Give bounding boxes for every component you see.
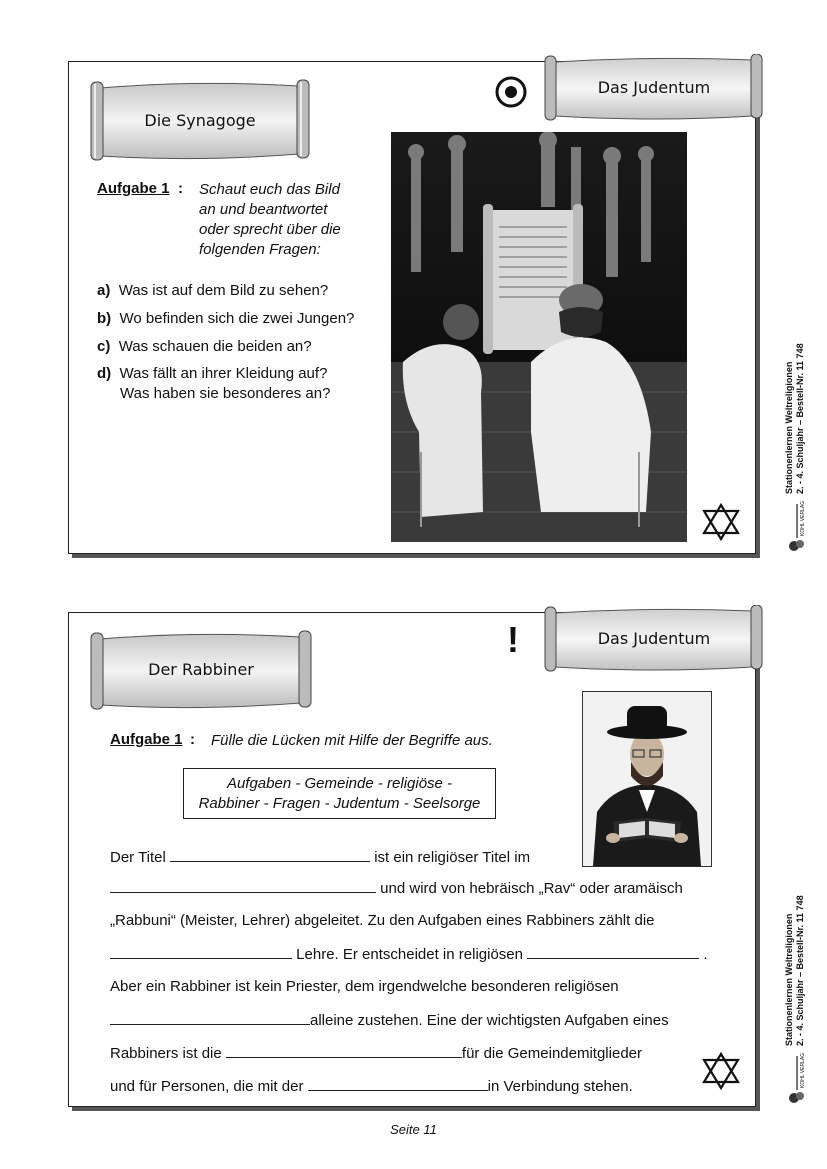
side-order-number: 2. - 4. Schuljahr – Bestell-Nr. 11 748: [795, 343, 805, 494]
card-title: Die Synagoge: [144, 111, 256, 130]
side-series-title: Stationenlernen Weltreligionen: [784, 913, 794, 1046]
task-line: an und beantwortet: [199, 201, 328, 218]
task-line: Schaut euch das Bild: [199, 181, 340, 198]
task-instructions: [199, 180, 341, 260]
cloze-line-4: Lehre. Er entscheidet in religiösen .: [110, 944, 708, 965]
cloze-line-5: Aber ein Rabbiner ist kein Priester, dem irgendwelche besonderen religiösen: [110, 978, 619, 995]
task-colon: :: [190, 731, 195, 748]
title-scroll: [87, 629, 315, 713]
station-card-synagoge: [68, 61, 756, 554]
publisher-name: KOHL VERLAG: [800, 1052, 806, 1088]
publisher-logo: [786, 1052, 808, 1106]
cloze-line-8: und für Personen, die mit der in Verbindung stehen.: [110, 1078, 633, 1095]
star-of-david-icon: [701, 502, 741, 542]
task-line: oder sprecht über die: [199, 221, 341, 238]
blank-field[interactable]: [110, 878, 376, 893]
word-bank-line: Aufgaben - Gemeinde - religiöse -: [226, 775, 453, 792]
word-bank: [183, 768, 496, 819]
side-order-number: 2. - 4. Schuljahr – Bestell-Nr. 11 748: [795, 895, 805, 1046]
cloze-line-7: Rabbiners ist die für die Gemeindemitglieder: [110, 1045, 642, 1062]
header-scroll: [543, 605, 765, 675]
rabbi-illustration: [583, 692, 711, 866]
word-bank-line: Rabbiner - Fragen - Judentum - Seelsorge: [198, 795, 481, 812]
task-instructions: Fülle die Lücken mit Hilfe der Begriffe aus.: [211, 732, 493, 749]
side-label-top: [784, 343, 806, 494]
header-scroll: [543, 54, 765, 124]
blank-field[interactable]: [527, 944, 699, 959]
side-label-bottom: [784, 895, 806, 1046]
header-title: Das Judentum: [597, 78, 711, 97]
task-colon: :: [178, 180, 183, 197]
task-label: Aufgabe 1: [97, 180, 170, 197]
blank-field[interactable]: [308, 1076, 488, 1091]
publisher-logo: [786, 500, 808, 554]
cloze-line-3: „Rabbuni“ (Meister, Lehrer) abgeleitet. Zu den Aufgaben eines Rabbiners zählt die: [110, 912, 655, 929]
question-d: d) Was fällt an ihrer Kleidung auf? Was haben sie besonderes an?: [97, 365, 331, 402]
task-label: Aufgabe 1: [110, 731, 183, 748]
blank-field[interactable]: [110, 1010, 310, 1025]
exclamation-mark: !: [507, 619, 519, 660]
blank-field[interactable]: [226, 1043, 462, 1058]
question-c: c) Was schauen die beiden an?: [97, 338, 312, 355]
cloze-line-6: alleine zustehen. Eine der wichtigsten Aufgaben eines: [110, 1010, 669, 1031]
side-series-title: Stationenlernen Weltreligionen: [784, 361, 794, 494]
blank-field[interactable]: [170, 847, 370, 862]
question-a: a) Was ist auf dem Bild zu sehen?: [97, 282, 329, 299]
synagogue-photo: [391, 132, 687, 542]
card-title: Der Rabbiner: [148, 660, 254, 679]
task-line: folgenden Fragen:: [199, 241, 321, 258]
cloze-line-1: Der Titel ist ein religiöser Titel im: [110, 849, 531, 866]
header-title: Das Judentum: [597, 629, 711, 648]
blank-field[interactable]: [110, 944, 292, 959]
station-card-rabbiner: [68, 612, 756, 1107]
publisher-name: KOHL VERLAG: [800, 500, 806, 536]
star-of-david-icon: [701, 1051, 741, 1091]
question-b: b) Wo befinden sich die zwei Jungen?: [97, 310, 355, 327]
synagogue-illustration: [391, 132, 687, 542]
title-scroll: [87, 78, 313, 164]
page-number: Seite 11: [390, 1122, 437, 1137]
rabbi-photo: [582, 691, 712, 867]
target-icon: [495, 76, 527, 108]
cloze-line-2: und wird von hebräisch „Rav“ oder aramäisch: [110, 878, 683, 899]
